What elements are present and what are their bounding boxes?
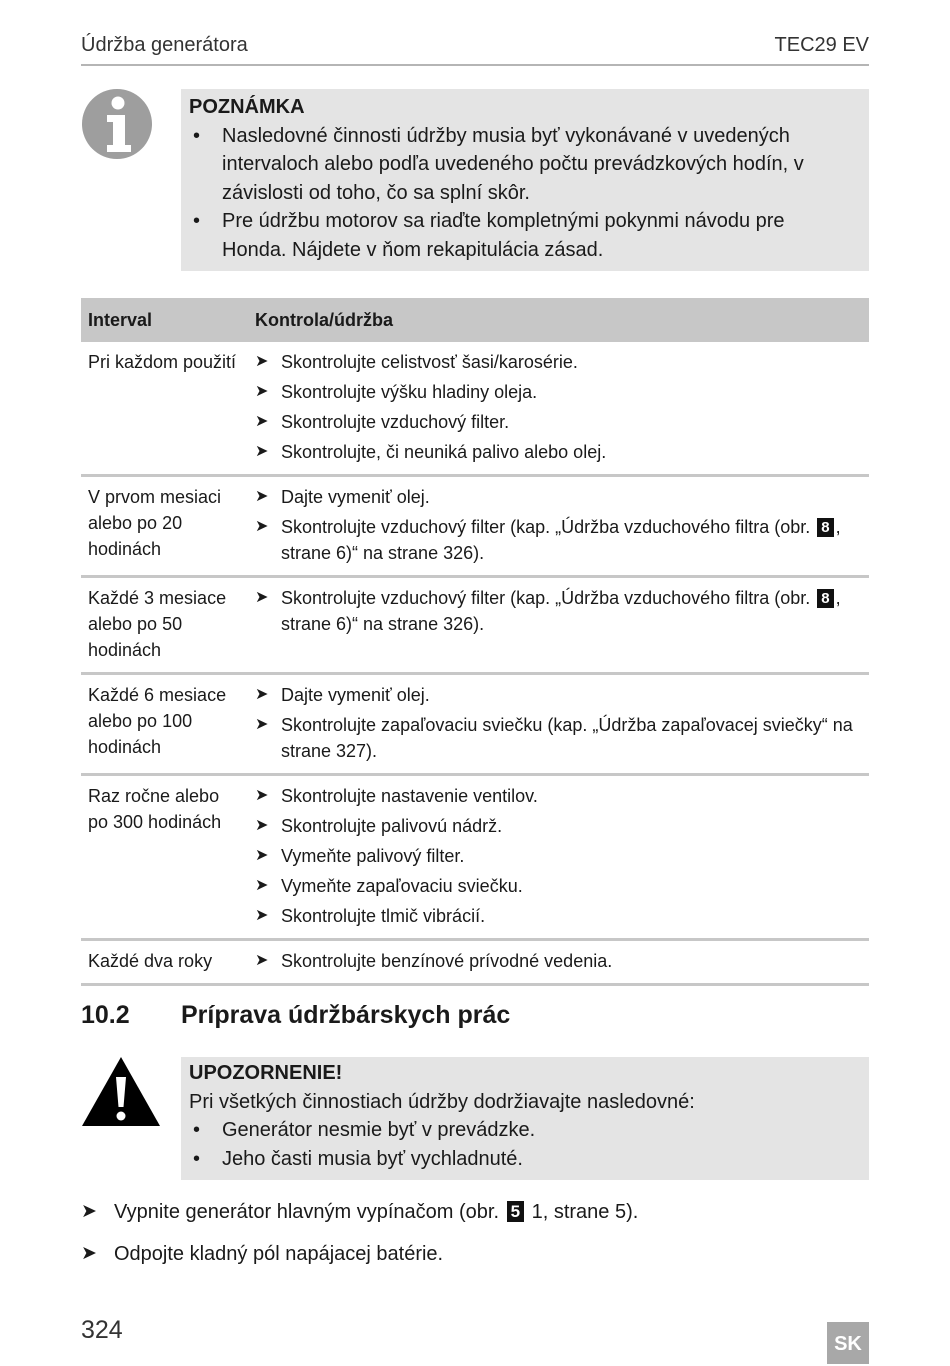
bullet-dot-icon: •	[193, 1119, 201, 1141]
section-heading	[81, 1001, 510, 1030]
language-tab: SK	[827, 1322, 869, 1364]
interval-cell: V prvom mesiaci alebo po 20 hodinách	[81, 476, 248, 577]
warning-bullet-text: Generátor nesmie byť v prevádzke.	[222, 1119, 536, 1141]
step-item	[255, 873, 862, 899]
step-item	[255, 409, 862, 435]
warning-icon	[81, 1055, 161, 1127]
step-text: Skontrolujte nastavenie ventilov.	[281, 786, 538, 806]
step-item	[255, 349, 862, 375]
arrow-icon: ➤	[255, 907, 269, 924]
header-model-name: TEC29 EV	[774, 34, 869, 56]
table-row	[81, 342, 869, 476]
arrow-icon: ➤	[255, 877, 269, 894]
step-text: Skontrolujte benzínové prívodné vedenia.	[281, 951, 613, 971]
warning-title: UPOZORNENIE!	[189, 1062, 343, 1084]
note-bullet-text: Pre údržbu motorov sa riaďte kompletnými pokynmi návodu pre Honda. Nájdete v ňom rekapitulácia zásad.	[222, 210, 785, 261]
note-title: POZNÁMKA	[189, 96, 305, 118]
action-text: Odpojte kladný pól napájacej batérie.	[114, 1243, 444, 1265]
arrow-icon: ➤	[255, 817, 269, 834]
interval-cell: Každé 3 mesiace alebo po 50 hodinách	[81, 577, 248, 674]
step-item	[255, 439, 862, 465]
step-item	[255, 585, 862, 637]
arrow-icon: ➤	[81, 1201, 97, 1222]
steps-cell	[248, 775, 869, 940]
step-text: Skontrolujte zapaľovaciu sviečku (kap. „Údržba zapaľovacej sviečky“ na strane 327).	[281, 715, 853, 761]
arrow-icon: ➤	[255, 488, 269, 505]
step-item	[255, 682, 862, 708]
arrow-icon: ➤	[255, 353, 269, 370]
note-bullet-list	[189, 122, 853, 265]
steps-cell	[248, 940, 869, 985]
warning-bullet-text: Jeho časti musia byť vychladnuté.	[222, 1147, 523, 1170]
step-item	[255, 783, 862, 809]
arrow-icon: ➤	[255, 686, 269, 703]
action-text: 1, strane 5).	[526, 1201, 639, 1223]
table-row	[81, 775, 869, 940]
table-header-row	[81, 298, 869, 342]
arrow-icon: ➤	[255, 716, 269, 733]
step-text: Skontrolujte výšku hladiny oleja.	[281, 382, 538, 402]
bullet-dot-icon: •	[193, 124, 201, 147]
arrow-icon: ➤	[255, 383, 269, 400]
step-item	[255, 712, 862, 764]
table-row	[81, 940, 869, 985]
header-interval: Interval	[81, 298, 248, 342]
step-item	[255, 379, 862, 405]
arrow-icon: ➤	[255, 413, 269, 430]
header-chapter-title: Údržba generátora	[81, 34, 248, 56]
warning-bullet	[189, 1145, 853, 1174]
steps-cell	[248, 342, 869, 476]
step-text: Skontrolujte palivovú nádrž.	[281, 816, 503, 836]
note-bullet	[189, 122, 853, 208]
warning-bullet	[189, 1116, 853, 1145]
arrow-icon: ➤	[255, 443, 269, 460]
step-text: , strane 6)“ na strane 326).	[281, 517, 841, 563]
page-number: 324	[81, 1316, 123, 1344]
steps-cell	[248, 577, 869, 674]
note-box	[181, 89, 869, 271]
step-text: Skontrolujte vzduchový filter (kap. „Údržba vzduchového filtra (obr.	[281, 588, 816, 608]
step-item	[255, 484, 862, 510]
step-text: Vymeňte zapaľovaciu sviečku.	[281, 876, 523, 896]
arrow-icon: ➤	[255, 847, 269, 864]
step-item	[255, 813, 862, 839]
step-text: Skontrolujte celistvosť šasi/karosérie.	[281, 352, 578, 372]
action-step	[81, 1198, 638, 1226]
page-header	[81, 32, 869, 66]
table-row	[81, 674, 869, 775]
step-text: , strane 6)“ na strane 326).	[281, 588, 841, 634]
interval-cell: Pri každom použití	[81, 342, 248, 476]
figure-reference-badge: 8	[817, 518, 833, 537]
warning-bullet-list	[189, 1116, 853, 1173]
interval-cell: Každé 6 mesiace alebo po 100 hodinách	[81, 674, 248, 775]
step-text: Vymeňte palivový filter.	[281, 846, 465, 866]
maintenance-table	[81, 298, 869, 986]
interval-cell: Každé dva roky	[81, 940, 248, 985]
figure-reference-badge: 8	[817, 589, 833, 608]
action-text: Vypnite generátor hlavným vypínačom (obr.	[114, 1201, 505, 1223]
action-step	[81, 1240, 443, 1268]
info-icon	[81, 88, 153, 160]
figure-reference-badge: 5	[507, 1201, 524, 1222]
steps-cell	[248, 476, 869, 577]
step-item	[255, 903, 862, 929]
arrow-icon: ➤	[81, 1243, 97, 1264]
arrow-icon: ➤	[255, 787, 269, 804]
step-text: Skontrolujte tlmič vibrácií.	[281, 906, 486, 926]
step-item	[255, 948, 862, 974]
note-bullet-text: Nasledovné činnosti údržby musia byť vykonávané v uvedených intervaloch alebo podľa uvedeného počtu prevádzkových hodín, v závislosti od toho, čo sa splní skôr.	[222, 124, 804, 204]
section-number: 10.2	[81, 1001, 130, 1029]
warning-intro: Pri všetkých činnostiach údržby dodržiavajte nasledovné:	[189, 1090, 695, 1113]
arrow-icon: ➤	[255, 589, 269, 606]
arrow-icon: ➤	[255, 518, 269, 535]
step-item	[255, 514, 862, 566]
table-row	[81, 577, 869, 674]
header-check: Kontrola/údržba	[248, 298, 869, 342]
arrow-icon: ➤	[255, 952, 269, 969]
table-row	[81, 476, 869, 577]
step-text: Skontrolujte, či neuniká palivo alebo olej.	[281, 442, 607, 462]
step-text: Dajte vymeniť olej.	[281, 685, 430, 705]
bullet-dot-icon: •	[193, 210, 201, 232]
note-bullet	[189, 207, 853, 264]
step-item	[255, 843, 862, 869]
bullet-dot-icon: •	[193, 1147, 201, 1170]
step-text: Skontrolujte vzduchový filter (kap. „Údržba vzduchového filtra (obr.	[281, 517, 816, 537]
warning-box	[181, 1057, 869, 1180]
steps-cell	[248, 674, 869, 775]
step-text: Skontrolujte vzduchový filter.	[281, 412, 510, 432]
section-title: Príprava údržbárskych prác	[181, 1001, 511, 1029]
interval-cell: Raz ročne alebo po 300 hodinách	[81, 775, 248, 940]
step-text: Dajte vymeniť olej.	[281, 487, 430, 507]
